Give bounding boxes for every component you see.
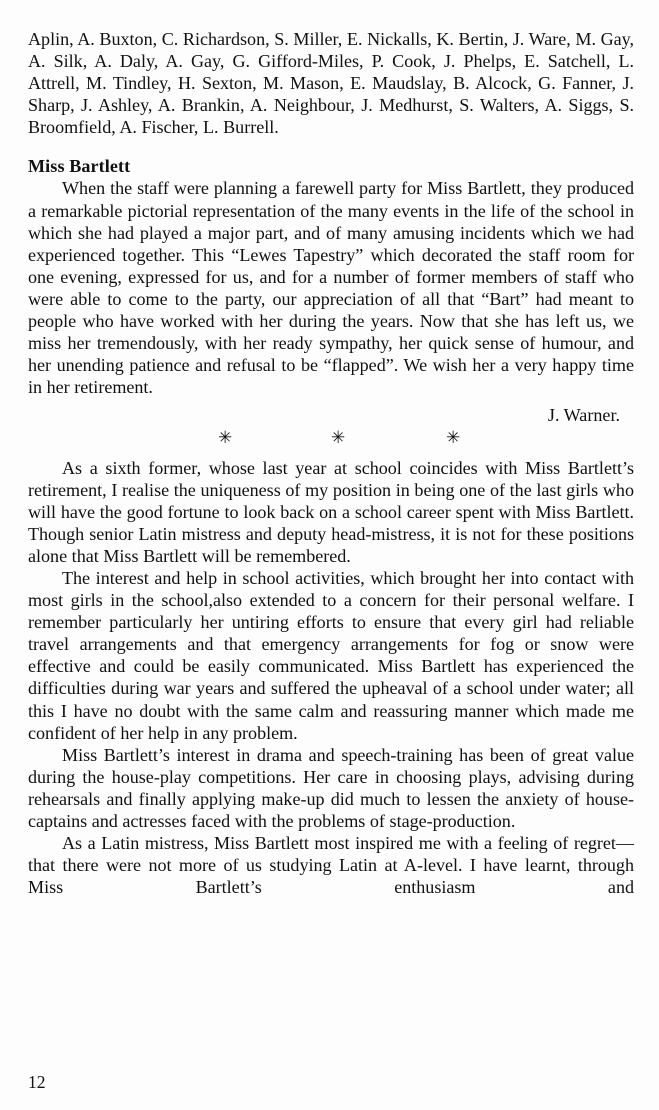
article-signature: J. Warner. <box>547 405 620 426</box>
article-paragraph: As a Latin mistress, Miss Bartlett most inspired me with a feeling of regret—that there were not more of us studying Latin at A-level. I have learnt, through Miss Bartlett’s enthusiasm and <box>28 833 634 898</box>
section-separator <box>28 427 634 457</box>
article-paragraph: When the staff were planning a farewell party for Miss Bartlett, they produced a remarkable pictorial representation of the many events in the life of the school in which she had played a major part, and of many amusing incidents which we had experienced together. This “Lewes Tapestry” which decorated the staff room for one evening, expressed for us, and for a number of former members of staff who were able to come to the party, our appreciation of all that “Bart” had meant to people who have worked with her during the years. Now that she has left us, we miss her tremendously, with her ready sympathy, her quick sense of humour, and her unending patience and refusal to be “flapped”. We wish her a very happy time in her retirement. <box>28 178 634 398</box>
text-column <box>28 28 634 920</box>
article-paragraph: As a sixth former, whose last year at school coincides with Miss Bartlett’s retirement, I realise the uniqueness of my position in being one of the last girls who will have the good fortune to look back on a school career spent with Miss Bartlett. Though senior Latin mistress and deputy head-mistress, it is not for these positions alone that Miss Bartlett will be remembered. <box>28 457 634 566</box>
article-paragraph: Miss Bartlett’s interest in drama and speech-training has been of great value during the house-play competitions. Her care in choosing plays, advising during rehearsals and finally applying make-up did much to lessen the anxiety of house-captains and actresses faced with the problems of stage-production. <box>28 744 634 831</box>
asterisk-glyph-1: ✳ <box>218 427 233 447</box>
article-paragraph: The interest and help in school activities, which brought her into contact with most girls in the school,also extended to a concern for their personal welfare. I remember particularly her untiring efforts to ensure that every girl had reliable travel arrangements and that emergency arrangements for fog or snow were effective and could be easily communicated. Miss Bartlett has experienced the difficulties during war years and suffered the upheaval of a school under water; all this I have no doubt with the same calm and reassuring manner which made me confident of her help in any problem. <box>28 567 634 743</box>
asterisk-glyph-3: ✳ <box>446 427 461 447</box>
asterisk-glyph-2: ✳ <box>331 427 346 447</box>
name-list-paragraph: Aplin, A. Buxton, C. Richardson, S. Miller, E. Nickalls, K. Bertin, J. Ware, M. Gay, A. Silk, A. Daly, A. Gay, G. Gifford-Miles, P. Cook, J. Phelps, E. Satchell, L. Attrell, M. Tindley, H. Sexton, M. Mason, E. Maudslay, B. Alcock, G. Fanner, J. Sharp, J. Ashley, A. Brankin, A. Neighbour, J. Medhurst, S. Walters, A. Siggs, S. Broomfield, A. Fischer, L. Burrell. <box>28 29 634 138</box>
section-heading: Miss Bartlett <box>28 156 131 177</box>
spacer-before-heading <box>28 138 634 155</box>
page-number: 12 <box>28 1072 46 1092</box>
